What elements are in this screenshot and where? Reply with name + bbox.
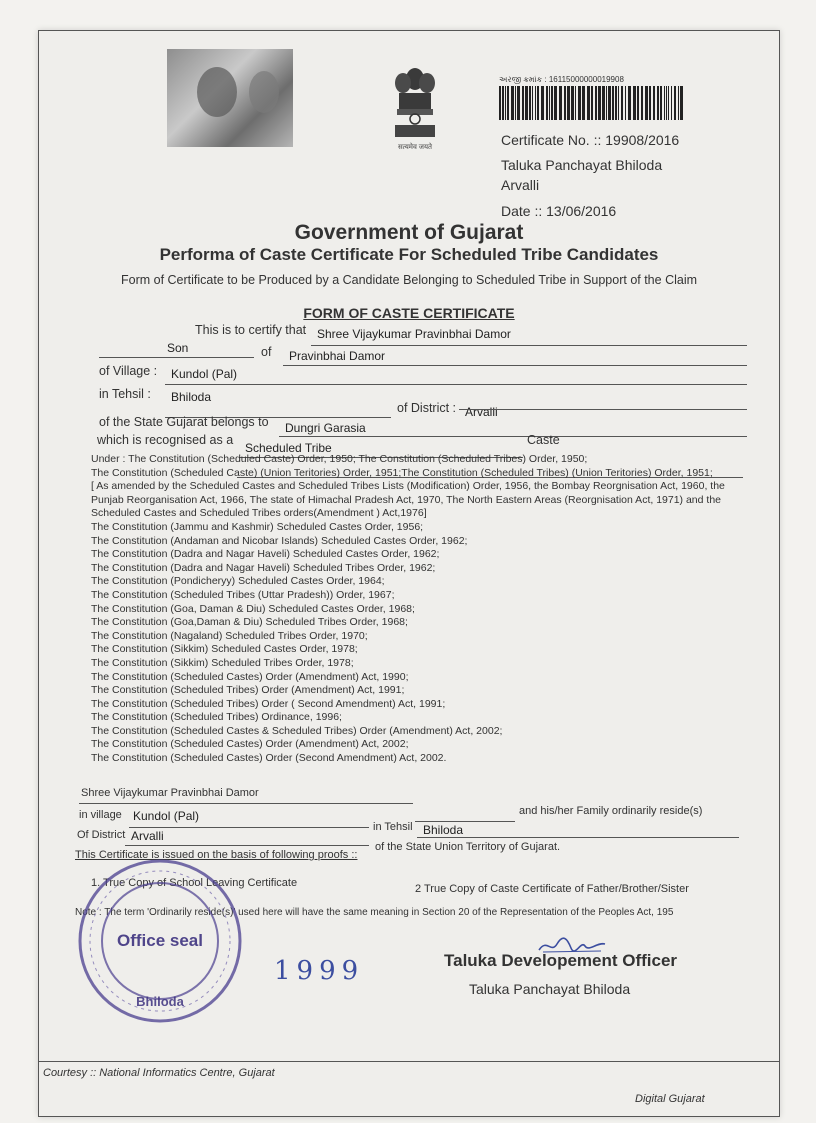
residence-note: Note : The term 'Ordinarily reside(s)' used here will have the same meaning in Section 20 of the Representation of the Peoples Act, 195 [75,907,674,918]
father-name: Pravinbhai Damor [289,349,386,363]
office-seal-stamp [75,856,245,1026]
order-line: [ As amended by the Scheduled Castes and Scheduled Tribes Lists (Modification) Order, 1956, the Bombay Reorgnisation Act, 1960, the [91,480,725,493]
residence-tehsil: Bhiloda [423,823,464,837]
certify-label: This is to certify that [195,323,307,337]
caste-label: Caste [527,433,560,447]
proof-1: 1. True Copy of School Leaving Certificate [91,877,298,889]
candidate-photo [167,49,293,147]
form-heading: FORM OF CASTE CERTIFICATE [303,305,515,321]
proofs-heading: This Certificate is issued on the basis of following proofs :: [75,849,358,861]
caste-name: Dungri Garasia [285,421,366,435]
order-line: Under : The Constitution (Scheduled Caste) Order, 1950; The Constitution (Scheduled Tribes) Order, 1950; [91,453,588,465]
performa-title: Performa of Caste Certificate For Scheduled Tribe Candidates [159,245,659,264]
emblem-caption: सत्यमेव जयते [397,144,433,151]
residence-district-label: Of District [77,829,126,841]
government-title: Government of Gujarat [294,221,524,244]
residence-village-label: in village [79,809,122,821]
order-line: The Constitution (Scheduled Caste) (Union Teritories) Order, 1951;The Constitution (Scheduled Tribes) (Union Teritories) Order, 1951; [91,466,713,479]
barcode-label: અરજી ક્રમાંક : 16115000000019908 [499,75,624,84]
village-label: of Village : [99,364,158,378]
order-line: Scheduled Castes and Scheduled Tribes orders(Amendment ) Act,1976] [91,507,427,520]
state-label: of the State Gujarat belongs to [99,415,269,429]
order-line: Punjab Reorganisation Act, 1966, The state of Himachal Pradesh Act, 1970, The North Eastern Areas (Reorgnisation Act, 1971) and the [91,493,721,506]
order-line: The Constitution (Dadra and Nagar Haveli) Scheduled Tribes Order, 1962; [91,561,436,574]
recognised-value: Scheduled Tribe [245,441,332,455]
order-line: The Constitution (Scheduled Castes) Order (Amendment) Act, 2002; [91,738,409,751]
order-line: The Constitution (Scheduled Tribes) Ordinance, 1996; [91,711,342,724]
order-line: The Constitution (Scheduled Tribes) Order ( Second Amendment) Act, 1991; [91,697,446,710]
certificate-date: Date :: 13/06/2016 [501,203,617,219]
order-line: The Constitution (Pondicheryy) Scheduled Castes Order, 1964; [91,575,385,588]
tehsil-label: in Tehsil : [99,387,151,401]
order-line: The Constitution (Scheduled Castes & Scheduled Tribes) Order (Amendment) Act, 2002; [91,724,503,737]
residence-name: Shree Vijaykumar Pravinbhai Damor [81,787,259,799]
order-line: The Constitution (Scheduled Castes) Order (Amendment) Act, 1990; [91,670,409,683]
order-line: The Constitution (Sikkim) Scheduled Castes Order, 1978; [91,643,358,656]
district-label: of District : [397,401,457,415]
residence-state-text: of the State Union Territory of Gujarat. [375,841,561,853]
seal-label: Office seal [117,931,203,950]
order-line: The Constitution (Nagaland) Scheduled Tribes Order, 1970; [91,629,368,642]
header-district: Arvalli [501,177,540,193]
village-value: Kundol (Pal) [171,367,238,381]
of-label: of [261,345,272,359]
courtesy-text: Courtesy :: National Informatics Centre, Gujarat [43,1067,275,1079]
recognised-label: which is recognised as a [97,433,234,447]
district-value: Arvalli [465,405,498,419]
order-line: The Constitution (Goa, Daman & Diu) Scheduled Castes Order, 1968; [91,602,415,615]
order-line: The Constitution (Jammu and Kashmir) Scheduled Castes Order, 1956; [91,520,424,533]
constitution-orders-list [91,453,731,766]
order-line: The Constitution (Goa,Daman & Diu) Scheduled Tribes Order, 1968; [91,616,408,629]
barcode-icon [499,86,684,120]
certificate-number: Certificate No. :: 19908/2016 [501,132,680,148]
residence-district: Arvalli [131,829,164,843]
certificate-sheet [38,30,780,1117]
proof-2: 2 True Copy of Caste Certificate of Father/Brother/Sister [415,883,689,895]
candidate-name: Shree Vijaykumar Pravinbhai Damor [317,327,511,341]
officer-title: Taluka Developement Officer [444,951,678,970]
order-line: The Constitution (Scheduled Castes) Order (Second Amendment) Act, 2002. [91,752,447,765]
order-line: The Constitution (Scheduled Tribes (Uttar Pradesh)) Order, 1967; [91,588,395,601]
national-emblem-icon [389,65,441,143]
residence-village: Kundol (Pal) [133,809,200,823]
order-line: The Constitution (Scheduled Tribes) Order (Amendment) Act, 1991; [91,684,405,697]
header-taluka: Taluka Panchayat Bhiloda [501,157,663,173]
seal-place: Bhiloda [136,994,184,1009]
handwritten-number: 1999 [274,956,365,986]
officer-office: Taluka Panchayat Bhiloda [469,981,631,997]
family-reside-text: and his/her Family ordinarily reside(s) [519,805,703,817]
digital-gujarat-text: Digital Gujarat [635,1093,705,1105]
order-line: The Constitution (Andaman and Nicobar Islands) Scheduled Castes Order, 1962; [91,534,468,547]
residence-tehsil-label: in Tehsil [373,821,413,833]
tehsil-value: Bhiloda [171,390,212,404]
relation-value: Son [167,341,189,355]
order-line: The Constitution (Dadra and Nagar Haveli) Scheduled Castes Order, 1962; [91,548,440,561]
form-subtitle: Form of Certificate to be Produced by a Candidate Belonging to Scheduled Tribe in Support of the Claim [120,273,698,287]
order-line: The Constitution (Sikkim) Scheduled Tribes Order, 1978; [91,656,354,669]
